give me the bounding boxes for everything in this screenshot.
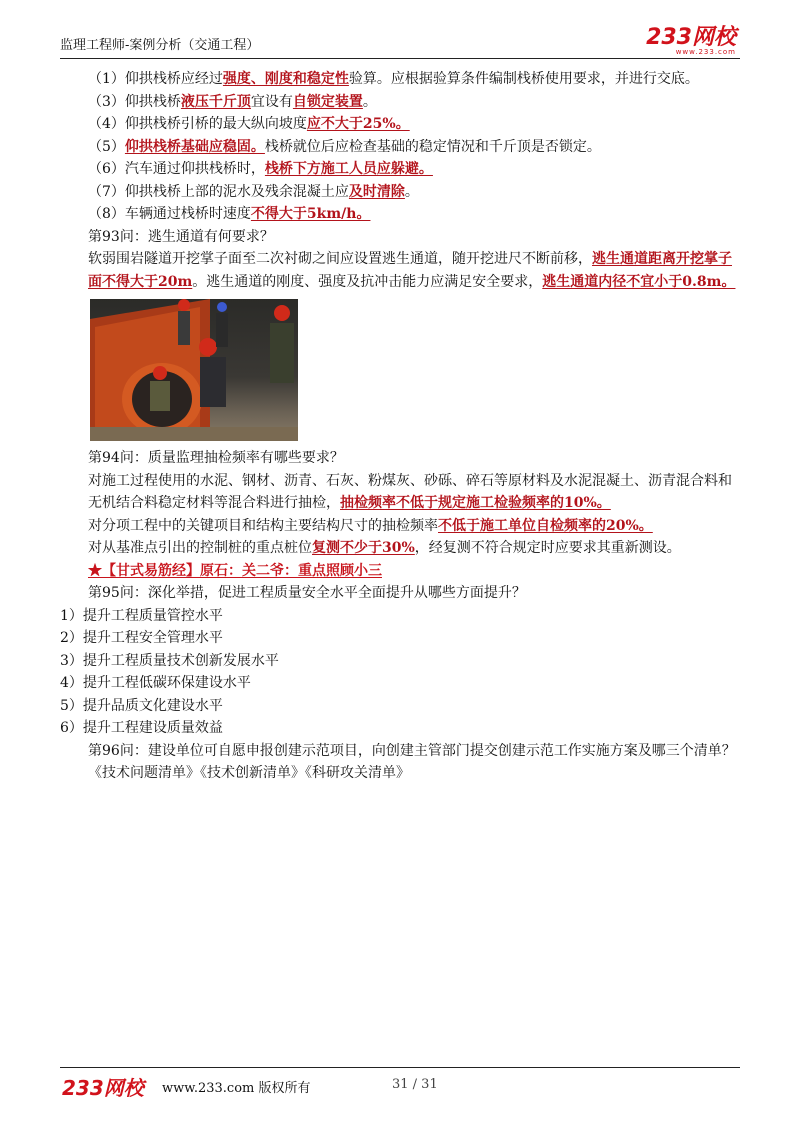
header-divider — [60, 58, 740, 59]
answer-95-item: 1）提升工程质量管控水平 — [60, 607, 223, 624]
answer-94-3: 对从基准点引出的控制桩的重点桩位复测不少于30%，经复测不符合规定时应要求其重新测设。 — [88, 540, 681, 556]
answer-95-item: 2）提升工程安全管理水平 — [60, 630, 223, 646]
brand-logo: 233网校 — [646, 25, 736, 50]
footer-copyright: www.233.com 版权所有 — [162, 1081, 311, 1096]
question-96: 第96问：建设单位可自愿申报创建示范项目，向创建主管部门提交创建示范工作实施方案及哪三个清单？ — [88, 742, 736, 759]
header-title: 监理工程师-案例分析（交通工程） — [60, 38, 260, 53]
answer-95-item: 4）提升工程低碳环保建设水平 — [60, 675, 251, 691]
document-body — [60, 68, 740, 785]
item-5: （5）仰拱栈桥基础应稳固。栈桥就位后应检查基础的稳定情况和千斤顶是否锁定。 — [88, 138, 601, 155]
footer-divider — [60, 1067, 740, 1068]
memory-tip: ★【甘式易筋经】原石：关二爷：重点照顾小三 — [88, 562, 382, 579]
answer-95-item: 6）提升工程建设质量效益 — [60, 720, 223, 736]
question-94: 第94问：质量监理抽检频率有哪些要求？ — [88, 450, 344, 466]
brand-logo-url: www.233.com — [675, 48, 736, 56]
escape-tunnel-photo — [90, 299, 298, 441]
question-93: 第93问：逃生通道有何要求？ — [88, 228, 274, 245]
page-number: 31 / 31 — [392, 1077, 438, 1092]
answer-94-1: 对施工过程使用的水泥、钢材、沥青、石灰、粉煤灰、砂砾、碎石等原材料及水泥混凝土、沥青混合料和无机结合料稳定材料等混合料进行抽检，抽检频率不低于规定施工检验频率的10%。 — [88, 472, 732, 511]
item-8: （8）车辆通过栈桥时速度不得大于5km/h。 — [88, 206, 371, 222]
item-3: （3）仰拱栈桥液压千斤顶宜设有自锁定装置。 — [88, 93, 377, 110]
answer-94-2: 对分项工程中的关键项目和结构主要结构尺寸的抽检频率不低于施工单位自检频率的20%。 — [88, 517, 653, 534]
item-7: （7）仰拱栈桥上部的泥水及残余混凝土应及时清除。 — [88, 183, 419, 200]
answer-95-item: 3）提升工程质量技术创新发展水平 — [60, 652, 279, 669]
answer-95-item: 5）提升品质文化建设水平 — [60, 697, 223, 714]
item-4: （4）仰拱栈桥引桥的最大纵向坡度应不大于25%。 — [88, 116, 410, 132]
answer-93: 软弱围岩隧道开挖掌子面至二次衬砌之间应设置逃生通道，随开挖进尺不断前移，逃生通道距离开挖掌子面不得大于20m。逃生通道的刚度、强度及抗冲击能力应满足安全要求，逃生通道内径不宜小于0.8m。 — [88, 251, 736, 290]
escape-pipe-illustration — [90, 299, 298, 441]
question-95: 第95问：深化举措，促进工程质量安全水平全面提升从哪些方面提升？ — [88, 585, 526, 601]
item-6: （6）汽车通过仰拱栈桥时，栈桥下方施工人员应躲避。 — [88, 161, 433, 177]
page-header — [60, 25, 740, 56]
item-1: （1）仰拱栈桥应经过强度、刚度和稳定性验算。应根据验算条件编制栈桥使用要求，并进行交底。 — [88, 71, 699, 87]
footer-logo: 233网校 — [62, 1076, 144, 1100]
answer-96: 《技术问题清单》《技术创新清单》《科研攻关清单》 — [88, 765, 410, 781]
